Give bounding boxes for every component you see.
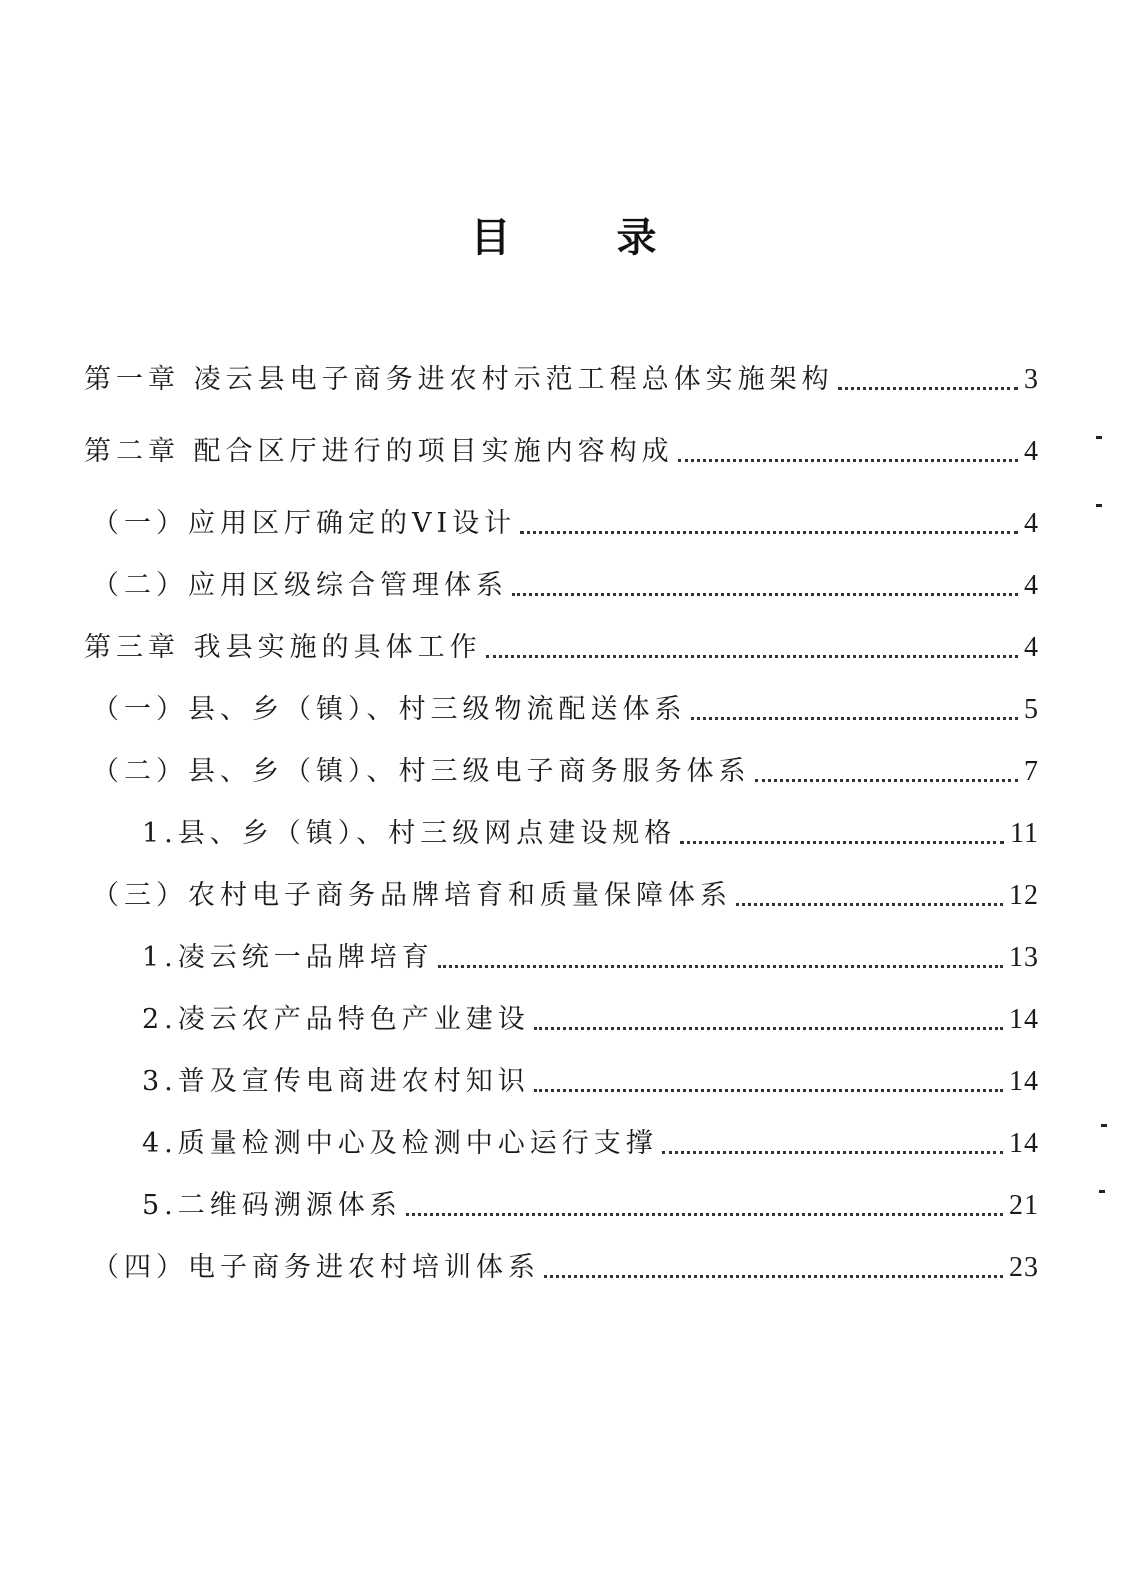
toc-entry-page: 4 — [1024, 508, 1039, 539]
toc-entry-label: 第三章 我县实施的具体工作 — [84, 632, 482, 663]
toc-dot-leader — [838, 387, 1018, 390]
toc-entry-label: 5.二维码溯源体系 — [142, 1190, 402, 1221]
toc-entry-label: 1.县、乡（镇）、村三级网点建设规格 — [142, 818, 677, 849]
toc-entry-page: 4 — [1024, 570, 1039, 601]
toc-entry-section[interactable] — [92, 1248, 1039, 1288]
toc-dot-leader — [736, 903, 1003, 906]
toc-entry-page: 3 — [1024, 364, 1039, 395]
toc-entry-label: 3.普及宣传电商进农村知识 — [142, 1066, 530, 1097]
toc-entry-label: 第二章 配合区厅进行的项目实施内容构成 — [84, 436, 674, 467]
scan-speck — [1096, 436, 1102, 439]
toc-entry-section[interactable] — [92, 876, 1039, 916]
toc-entry-label: 1.凌云统一品牌培育 — [142, 942, 434, 973]
toc-entry-section[interactable] — [92, 504, 1039, 544]
toc-entry-page: 4 — [1024, 436, 1039, 467]
page-title: 目 录 — [470, 215, 703, 261]
toc-dot-leader — [680, 841, 1004, 844]
toc-entry-page: 14 — [1009, 1128, 1039, 1159]
toc-entry-label: 4.质量检测中心及检测中心运行支撑 — [142, 1128, 658, 1159]
toc-entry-section[interactable] — [92, 752, 1039, 792]
toc-entry-label: （三）农村电子商务品牌培育和质量保障体系 — [92, 880, 732, 911]
toc-entry-chapter-2[interactable] — [84, 432, 1039, 472]
toc-entry-page: 13 — [1009, 942, 1039, 973]
toc-entry-subsection[interactable] — [142, 1062, 1039, 1102]
toc-dot-leader — [544, 1275, 1003, 1278]
toc-entry-section[interactable] — [92, 566, 1039, 606]
toc-entry-subsection[interactable] — [142, 938, 1039, 978]
toc-dot-leader — [512, 593, 1018, 596]
toc-entry-label: 第一章 凌云县电子商务进农村示范工程总体实施架构 — [84, 364, 834, 395]
scan-speck — [1101, 1124, 1107, 1127]
toc-dot-leader — [691, 717, 1019, 720]
toc-entry-page: 4 — [1024, 632, 1039, 663]
toc-dot-leader — [678, 459, 1018, 462]
toc-entry-label: 2.凌云农产品特色产业建设 — [142, 1004, 530, 1035]
toc-entry-subsection[interactable] — [142, 1000, 1039, 1040]
toc-dot-leader — [662, 1151, 1003, 1154]
toc-entry-page: 11 — [1010, 818, 1039, 849]
toc-entry-label: （二）县、乡（镇）、村三级电子商务服务体系 — [92, 756, 751, 787]
toc-entry-label: （四）电子商务进农村培训体系 — [92, 1252, 540, 1283]
toc-dot-leader — [534, 1027, 1003, 1030]
toc-entry-page: 23 — [1009, 1252, 1039, 1283]
scan-speck — [1096, 504, 1102, 507]
toc-entry-chapter-1[interactable] — [84, 360, 1039, 400]
toc-dot-leader — [520, 531, 1018, 534]
toc-entry-page: 21 — [1009, 1190, 1039, 1221]
toc-entry-subsection[interactable] — [142, 814, 1039, 854]
toc-entry-page: 12 — [1009, 880, 1039, 911]
toc-dot-leader — [534, 1089, 1003, 1092]
toc-entry-chapter-3[interactable] — [84, 628, 1039, 668]
toc-entry-label: （二）应用区级综合管理体系 — [92, 570, 508, 601]
toc-entry-subsection[interactable] — [142, 1186, 1039, 1226]
toc-entry-label: （一）县、乡（镇）、村三级物流配送体系 — [92, 694, 687, 725]
scan-speck — [1099, 1190, 1105, 1193]
toc-dot-leader — [406, 1213, 1003, 1216]
toc-dot-leader — [438, 965, 1003, 968]
toc-entry-page: 7 — [1024, 756, 1039, 787]
toc-entry-label: （一）应用区厅确定的VI设计 — [92, 508, 517, 539]
toc-entry-page: 14 — [1009, 1066, 1039, 1097]
toc-entry-page: 5 — [1024, 694, 1039, 725]
toc-dot-leader — [486, 655, 1018, 658]
toc-entry-page: 14 — [1009, 1004, 1039, 1035]
toc-entry-section[interactable] — [92, 690, 1039, 730]
toc-dot-leader — [755, 779, 1019, 782]
toc-entry-subsection[interactable] — [142, 1124, 1039, 1164]
